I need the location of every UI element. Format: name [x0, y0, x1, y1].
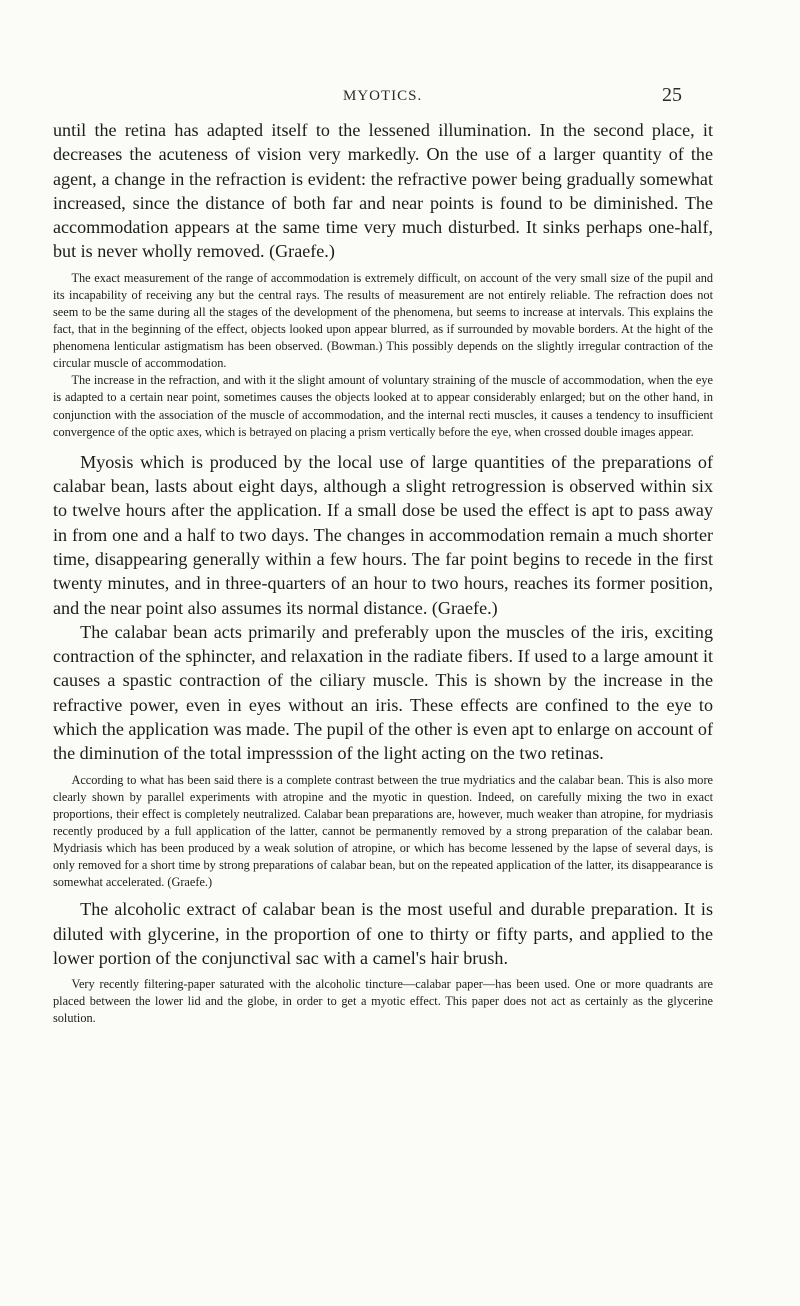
note-mydriatics-contrast: According to what has been said there is a complete contrast between the true mydriatics and the calabar bean. This is also more clearly shown by parallel experiments with atropine and the myotic in question. Indeed, on carefully mixing the two in exact proportions, their effect is completely neutralized. Calabar bean preparations are, however, much weaker than atropine, for mydriasis recently produced by a full application of the latter, cannot be permanently removed by a strong preparation of the calabar bean. Mydriasis which has been produced by a weak solution of atropine, or which has become lessened by the lapse of several days, is only removed for a short time by strong preparations of calabar bean, but on the repeated application of the latter, its disappearance is somewhat accelerated. (Graefe.) — [53, 772, 713, 890]
paragraph-calabar-action: The calabar bean acts primarily and preferably upon the muscles of the iris, exciting contraction of the sphincter, and relaxation in the radiate fibers. If used to a large amount it causes a spastic contraction of the ciliary muscle. This is shown by the increase in the refractive power, even in eyes without an iris. These effects are confined to the eye to which the application was made. The pupil of the other is even apt to enlarge on account of the diminution of the total impresssion of the light acting on the two retinas. — [53, 621, 713, 764]
running-title: MYOTICS. — [343, 88, 423, 104]
paragraph-retina-adaptation: until the retina has adapted itself to the lessened illumination. In the second place, it decreases the acuteness of vision very markedly. On the use of a larger quantity of the agent, a change in the refraction is evident: the refractive power being gradually somewhat increased, since the distance of both far and near points is found to be diminished. The accommodation appears at the same time very much disturbed. It sinks perhaps one-half, but is never wholly removed. (Graefe.) — [53, 120, 713, 262]
page-header — [0, 84, 800, 112]
paragraph-myosis-duration: Myosis which is produced by the local use of large quantities of the preparations of calabar bean, lasts about eight days, although a slight retrogression is observed within six to twelve hours after the application. If a small dose be used the effect is apt to pass away in from one and a half to two days. The changes in accommodation remain a much shorter time, disappearing generally within a few hours. The far point begins to recede in the first twenty minutes, and in three-quarters of an hour to two hours, reaches its former position, and the near point also assumes its normal distance. (Graefe.) — [53, 451, 713, 618]
body-text — [53, 118, 713, 1027]
paragraph-alcoholic-extract: The alcoholic extract of calabar bean is the most useful and durable preparation. It is diluted with glycerine, in the proportion of one to thirty or fifty parts, and applied to the lower portion of the conjunctival sac with a camel's hair brush. — [53, 899, 713, 968]
note-accommodation-measurement: The exact measurement of the range of accommodation is extremely difficult, on account of the very small size of the pupil and its incapability of receiving any but the central rays. The results of measurement are not entirely reliable. The refraction does not seem to be the same during all the stages of the development of the phenomena, but seems to increase at intervals. This explains the fact, that in the beginning of the effect, objects looked upon appear blurred, as if surrounded by movable borders. At the hight of the phenomena lenticular astigmatism has been observed. (Bowman.) This possibly depends on the slightly irregular contraction of the circular muscle of accommodation. — [53, 270, 713, 371]
page-number: 25 — [662, 84, 682, 106]
note-refraction-increase: The increase in the refraction, and with it the slight amount of voluntary straining of the muscle of accommodation, when the eye is adapted to a certain near point, sometimes causes the objects looked at to appear considerably enlarged; but on the other hand, in conjunction with the association of the muscle of accommodation, and the internal recti muscles, it causes a tendency to insufficient convergence of the optic axes, which is betrayed on placing a prism vertically before the eye, when crossed double images appear. — [53, 373, 713, 439]
note-calabar-paper: Very recently filtering-paper saturated with the alcoholic tincture—calabar paper—has been used. One or more quadrants are placed between the lower lid and the globe, in order to get a myotic effect. This paper does not act as certainly as the glycerine solution. — [53, 977, 713, 1026]
